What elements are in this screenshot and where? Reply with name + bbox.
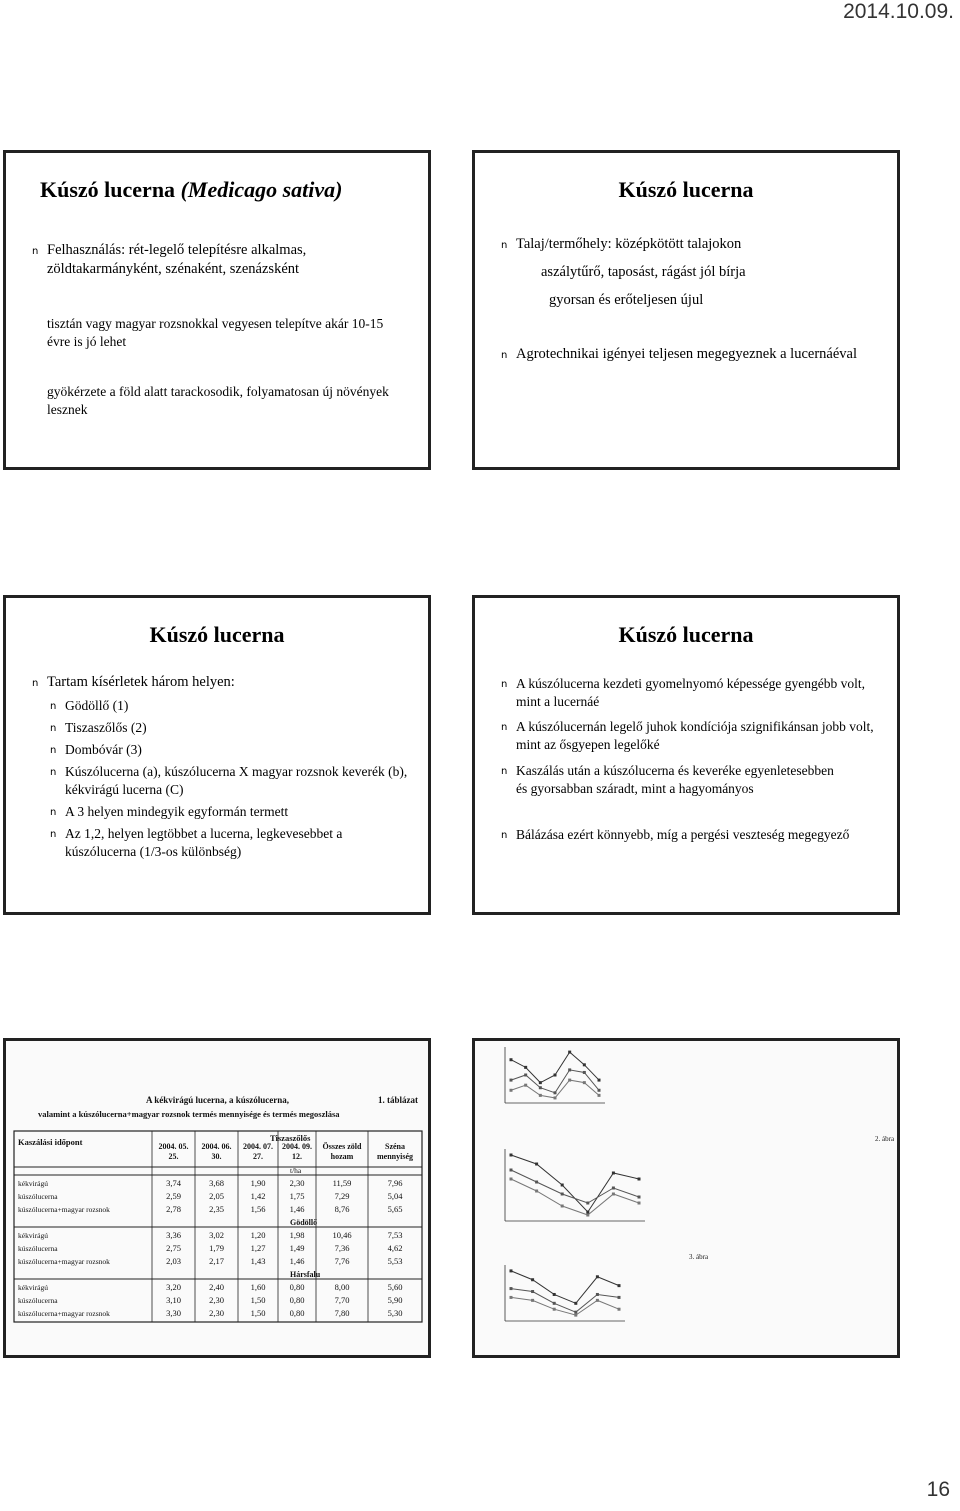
chart-point [618, 1296, 621, 1299]
bullet-marker: n [50, 807, 57, 818]
column-header: 12. [292, 1152, 302, 1161]
chart-point [598, 1094, 601, 1097]
chart-series-line [511, 1271, 619, 1303]
slide-title: Kúszó lucerna [618, 622, 754, 647]
bullet-text: Dombóvár (3) [65, 742, 142, 757]
chart-point [510, 1296, 513, 1299]
scanned-table-svg [6, 1041, 428, 1355]
chart-point [586, 1202, 589, 1205]
table-subtitle: valamint a kúszólucerna+magyar rozsnok termés mennyisége és termés megoszlása [38, 1109, 340, 1119]
bullet [50, 697, 415, 715]
chart-point [561, 1205, 564, 1208]
chart-point [554, 1091, 557, 1094]
section-site: Gödöllő [290, 1218, 318, 1227]
site-header: Tiszaszőlős [270, 1133, 311, 1143]
chart-point [638, 1196, 641, 1199]
row-label: kúszólucerna [18, 1244, 58, 1253]
bullet-text: Agrotechnikai igényei teljesen megegyeznek a lucernáéval [516, 346, 857, 362]
cell-value: 8,76 [334, 1204, 350, 1214]
cell-value: 7,53 [387, 1230, 403, 1240]
title-italic: (Medicago sativa) [180, 177, 343, 202]
row-label: kúszólucerna+magyar rozsnok [18, 1257, 110, 1266]
slide-title [40, 177, 428, 203]
chart-point [510, 1178, 513, 1181]
chart-point [535, 1181, 538, 1184]
cell-value: 1,56 [250, 1204, 266, 1214]
column-header: 25. [168, 1152, 179, 1161]
bullet [50, 825, 415, 861]
bullet-text: A kúszólucerna kezdeti gyomelnyomó képessége gyengébb volt, mint a lucernáé [516, 676, 866, 709]
cell-value: 1,42 [250, 1191, 266, 1201]
column-header: 2004. 09. [282, 1142, 312, 1151]
cell-value: 3,10 [166, 1295, 181, 1305]
chart-point [510, 1089, 513, 1092]
cell-value: 5,60 [387, 1282, 403, 1292]
bullet-text: Bálázása ezért könnyebb, míg a pergési veszteség megegyező [516, 827, 850, 842]
row-label: kékvirágú [18, 1179, 48, 1188]
cell-value: 2,75 [166, 1243, 181, 1253]
chart-point [598, 1089, 601, 1092]
title-main: Kúszó lucerna [40, 177, 176, 202]
unit-label: t/ha [290, 1166, 302, 1175]
chart-point [510, 1287, 513, 1290]
cell-value: 3,74 [166, 1178, 181, 1188]
chart-point [561, 1184, 564, 1187]
chart-point [510, 1079, 513, 1082]
chart-point [524, 1074, 527, 1077]
section-site: Hársfalu [290, 1270, 321, 1279]
cell-value: 3,02 [209, 1230, 224, 1240]
column-header: 30. [211, 1152, 222, 1161]
chart-series-line [511, 1297, 619, 1315]
cell-value: 3,20 [166, 1282, 181, 1292]
cell-value: 0,80 [289, 1282, 305, 1292]
bullet-marker: n [50, 767, 57, 778]
cell-value: 1,46 [289, 1256, 305, 1266]
chart-series-line [511, 1289, 619, 1313]
chart-point [618, 1308, 621, 1311]
row-label: kúszólucerna [18, 1192, 58, 1201]
slide-3 [3, 595, 431, 915]
header-date: 2014.10.09. [843, 0, 954, 23]
chart-point [568, 1068, 571, 1071]
cell-value: 7,29 [334, 1191, 350, 1201]
bullet-text: A kúszólucernán legelő juhok kondíciója szignifikánsan jobb volt, mint az ősgyepen legelőké [516, 719, 874, 752]
bullet [501, 718, 876, 754]
cell-value: 2,59 [166, 1191, 181, 1201]
cell-value: 1,90 [250, 1178, 266, 1188]
cell-value: 1,43 [250, 1256, 266, 1266]
chart-point [531, 1299, 534, 1302]
cell-value: 7,70 [334, 1295, 350, 1305]
chart-point [553, 1293, 556, 1296]
bullet-marker: n [501, 240, 508, 251]
cell-value: 0,80 [289, 1295, 305, 1305]
slide-title: Kúszó lucerna [149, 622, 285, 647]
chart-point [524, 1066, 527, 1069]
cell-value: 2,05 [209, 1191, 224, 1201]
chart-point [574, 1302, 577, 1305]
cell-value: 11,59 [332, 1178, 352, 1188]
chart-point [539, 1086, 542, 1089]
row-label: kúszólucerna+magyar rozsnok [18, 1309, 110, 1318]
bullet [501, 345, 876, 364]
chart-point [539, 1081, 542, 1084]
slide-1 [3, 150, 431, 470]
column-header: 2004. 06. [201, 1142, 232, 1151]
column-header: 2004. 07. [243, 1142, 273, 1151]
row-label: kúszólucerna [18, 1296, 58, 1305]
cell-value: 2,30 [209, 1308, 224, 1318]
bullet-text: Tartam kísérletek három helyen: [47, 674, 235, 690]
cell-value: 0,80 [289, 1308, 305, 1318]
paragraph: gyökérzete a föld alatt tarackosodik, folyamatosan új növények lesznek [47, 384, 389, 417]
bullet-marker: n [501, 722, 508, 733]
bullet-marker: n [501, 830, 508, 841]
chart-point [598, 1079, 601, 1082]
chart-point [583, 1071, 586, 1074]
cell-value: 2,35 [209, 1204, 224, 1214]
cell-value: 4,62 [387, 1243, 403, 1253]
chart-point [596, 1299, 599, 1302]
bullet-marker: n [32, 678, 39, 689]
cell-value: 10,46 [332, 1230, 352, 1240]
slide-title: Kúszó lucerna [618, 177, 754, 202]
row-label: kékvirágú [18, 1283, 48, 1292]
bullet [32, 241, 407, 279]
cell-value: 1,60 [250, 1282, 266, 1292]
scanned-charts-svg [475, 1041, 897, 1355]
cell-value: 7,36 [334, 1243, 350, 1253]
chart-point [510, 1169, 513, 1172]
bullet-text: Kaszálás után a kúszólucerna és keveréke egyenletesebben és gyorsabban száradt, mint a hagyományos [516, 763, 834, 796]
cell-value: 2,40 [209, 1282, 224, 1292]
chart-point [510, 1058, 513, 1061]
chart-point [583, 1081, 586, 1084]
chart-point [638, 1178, 641, 1181]
cell-value: 5,53 [387, 1256, 403, 1266]
chart-point [574, 1311, 577, 1314]
column-header: Széna [385, 1142, 405, 1151]
cell-value: 2,03 [166, 1256, 181, 1266]
cell-value: 5,04 [387, 1191, 403, 1201]
bullet-text: Tiszaszőlős (2) [65, 720, 147, 735]
chart-point [539, 1094, 542, 1097]
cell-value: 5,90 [387, 1295, 403, 1305]
cell-value: 3,36 [166, 1230, 181, 1240]
row-label: kúszólucerna+magyar rozsnok [18, 1205, 110, 1214]
bullet-marker: n [50, 829, 57, 840]
chart-point [612, 1193, 615, 1196]
chart-point [535, 1163, 538, 1166]
header-left: Kaszálási időpont [18, 1137, 83, 1147]
cell-value: 5,65 [387, 1204, 403, 1214]
chart-point [596, 1293, 599, 1296]
chart-point [535, 1190, 538, 1193]
chart-point [554, 1074, 557, 1077]
chart-point [554, 1096, 557, 1099]
bullet-text: A 3 helyen mindegyik egyformán termett [65, 804, 289, 819]
chart-point [524, 1084, 527, 1087]
column-header: Összes zöld [322, 1142, 362, 1151]
slide-6 [472, 1038, 900, 1358]
slide-4 [472, 595, 900, 915]
cell-value: 7,80 [334, 1308, 350, 1318]
bullet-marker: n [501, 766, 508, 777]
bullet-text: Az 1,2, helyen legtöbbet a lucerna, legkevesebbet a kúszólucerna (1/3-os különbség) [65, 826, 343, 859]
bullet [501, 762, 846, 798]
chart-point [553, 1308, 556, 1311]
figure-label: 3. ábra [689, 1253, 709, 1261]
cell-value: 1,46 [289, 1204, 305, 1214]
chart-point [612, 1172, 615, 1175]
bullet-text: Gödöllő (1) [65, 698, 129, 713]
bullet-text: Talaj/termőhely: középkötött talajokon [516, 236, 742, 252]
chart-point [618, 1284, 621, 1287]
bullet-marker: n [50, 723, 57, 734]
cell-value: 2,30 [209, 1295, 224, 1305]
chart-point [612, 1187, 615, 1190]
column-header: mennyiség [377, 1152, 413, 1161]
cell-value: 1,50 [250, 1295, 266, 1305]
text-line: gyorsan és erőteljesen újul [549, 292, 704, 308]
chart-point [574, 1314, 577, 1317]
cell-value: 8,00 [334, 1282, 350, 1292]
chart-point [553, 1302, 556, 1305]
cell-value: 2,30 [289, 1178, 305, 1188]
bullet-marker: n [50, 701, 57, 712]
bullet-marker: n [50, 745, 57, 756]
bullet [50, 741, 415, 759]
cell-value: 1,98 [289, 1230, 305, 1240]
slide-5 [3, 1038, 431, 1358]
table-label: 1. táblázat [378, 1095, 418, 1105]
cell-value: 7,96 [387, 1178, 403, 1188]
column-header: hozam [330, 1152, 354, 1161]
scanned-charts-image [475, 1041, 897, 1355]
table-title: A kékvirágú lucerna, a kúszólucerna, [146, 1095, 290, 1105]
chart-point [596, 1275, 599, 1278]
chart-point [568, 1079, 571, 1082]
cell-value: 2,78 [166, 1204, 181, 1214]
bullet-text: Kúszólucerna (a), kúszólucerna X magyar rozsnok keverék (b), kékvirágú lucerna (C) [65, 764, 408, 797]
chart-point [568, 1051, 571, 1054]
row-label: kékvirágú [18, 1231, 48, 1240]
bullet-marker: n [501, 679, 508, 690]
cell-value: 5,30 [387, 1308, 403, 1318]
column-header: 27. [253, 1152, 263, 1161]
cell-value: 1,75 [289, 1191, 305, 1201]
chart-series-line [511, 1155, 639, 1212]
figure-label: 2. ábra [875, 1135, 895, 1143]
bullet-text: Felhasználás: rét-legelő telepítésre alkalmas, zöldtakarmányként, szénaként, szenázsként [47, 242, 307, 277]
bullet [50, 803, 415, 821]
bullet-marker: n [32, 246, 39, 257]
chart-point [510, 1154, 513, 1157]
bullet-marker: n [501, 350, 508, 361]
cell-value: 1,79 [209, 1243, 224, 1253]
chart-point [586, 1211, 589, 1214]
scanned-table-image [6, 1041, 428, 1355]
slide-2 [472, 150, 900, 470]
cell-value: 2,17 [209, 1256, 224, 1266]
cell-value: 1,49 [289, 1243, 305, 1253]
bullet [501, 235, 876, 254]
text-line: aszálytűrő, taposást, rágást jól bírja [541, 264, 746, 280]
chart-point [638, 1202, 641, 1205]
bullet [501, 675, 876, 711]
cell-value: 1,27 [250, 1243, 266, 1253]
bullet [32, 673, 417, 692]
chart-point [561, 1193, 564, 1196]
chart-series-line [511, 1179, 639, 1215]
cell-value: 1,50 [250, 1308, 266, 1318]
cell-value: 1,20 [250, 1230, 266, 1240]
chart-point [583, 1063, 586, 1066]
chart-point [586, 1214, 589, 1217]
chart-point [531, 1290, 534, 1293]
cell-value: 3,30 [166, 1308, 181, 1318]
cell-value: 3,68 [209, 1178, 224, 1188]
chart-point [510, 1269, 513, 1272]
bullet [50, 763, 415, 799]
cell-value: 7,76 [334, 1256, 350, 1266]
page-number: 16 [926, 1478, 950, 1501]
column-header: 2004. 05. [158, 1142, 189, 1151]
chart-point [531, 1278, 534, 1281]
bullet [501, 826, 876, 844]
paragraph: tisztán vagy magyar rozsnokkal vegyesen telepítve akár 10-15 évre is jó lehet [47, 316, 384, 349]
bullet [50, 719, 415, 737]
